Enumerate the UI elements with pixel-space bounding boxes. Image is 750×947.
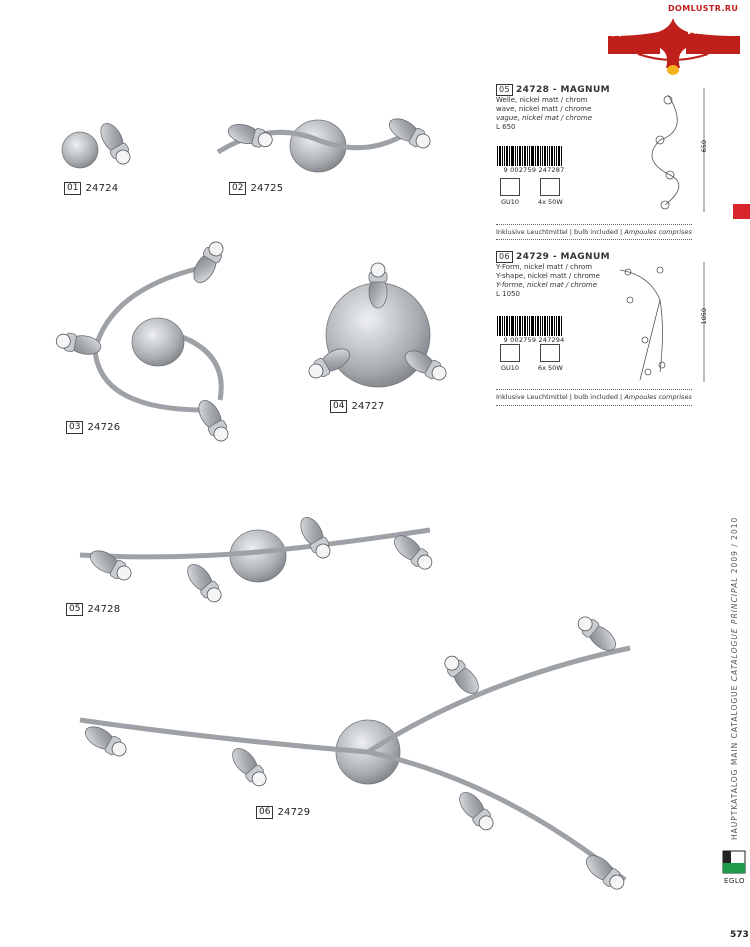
brand-label: EGLO <box>724 877 746 885</box>
lamp-power-icon <box>540 178 560 196</box>
spec-title <box>496 84 616 96</box>
included-note-05 <box>496 228 692 236</box>
catalog-label: HAUPTKATALOG MAIN CATALOGUE <box>730 681 739 840</box>
lamp-power-icon <box>540 344 560 362</box>
divider <box>496 224 692 225</box>
catalog-label-fr: CATALOGUE PRINCIPAL <box>730 576 739 682</box>
spec-line-en: Y-shape, nickel matt / chrome <box>496 272 600 280</box>
bulb-icons-05 <box>500 178 563 206</box>
barcode-digits: 9 002759 247294 <box>503 336 565 344</box>
bulb-type-icon <box>500 178 520 206</box>
included-text-fr: Ampoules comprises <box>624 228 692 236</box>
gu10-bulb-icon <box>500 178 520 196</box>
product-number: 06 <box>256 806 273 819</box>
product-number: 02 <box>229 182 246 195</box>
spec-line-fr: Y-forme, nickel mat / chrome <box>496 281 598 289</box>
product-tag-02 <box>229 182 283 195</box>
barcode-digits: 9 002759 247287 <box>503 166 565 174</box>
product-code: 24729 <box>277 807 311 818</box>
spec-block-06 <box>496 251 616 299</box>
spec-number: 06 <box>496 251 513 263</box>
logo-word-right: ЛЮСТР <box>688 22 737 37</box>
dimension-label-05: 650 <box>700 140 708 153</box>
included-text-fr: Ampoules comprises <box>624 393 692 401</box>
product-02-image <box>218 114 434 172</box>
product-04-image <box>305 263 449 387</box>
product-code: 24724 <box>85 183 119 194</box>
eglo-logo-icon <box>722 850 746 880</box>
divider <box>496 239 692 240</box>
bulb-type-label: GU10 <box>500 364 520 372</box>
spec-length: L 650 <box>496 123 516 131</box>
spec-line-de: Welle, nickel matt / chrom <box>496 96 588 104</box>
bulb-type-icon <box>500 344 520 372</box>
product-tag-01 <box>64 182 118 195</box>
bulb-type-label: GU10 <box>500 198 520 206</box>
spec-title-text: 24729 - MAGNUM <box>515 251 611 262</box>
bulb-power-icon <box>538 178 563 206</box>
page-number: 573 <box>730 930 749 940</box>
spec-number: 05 <box>496 84 513 96</box>
spec-block-05 <box>496 84 616 132</box>
barcode-05 <box>497 146 571 174</box>
spec-line-fr: vague, nickel mat / chrome <box>496 114 593 122</box>
logo-url: DOMLUSTR.RU <box>668 4 739 13</box>
product-number: 03 <box>66 421 83 434</box>
bulb-icons-06 <box>500 344 563 372</box>
logo-word-left: ДОМ <box>612 22 643 37</box>
product-tag-04 <box>330 400 384 413</box>
product-code: 24726 <box>87 422 121 433</box>
dimension-label-06: 1050 <box>700 308 708 325</box>
product-code: 24725 <box>250 183 284 194</box>
section-tab <box>733 204 750 219</box>
spec-length: L 1050 <box>496 290 520 298</box>
spec-title <box>496 251 616 263</box>
gu10-bulb-icon <box>500 344 520 362</box>
bulb-power-label: 6x 50W <box>538 364 563 372</box>
included-text: Inklusive Leuchtmittel | bulb included | <box>496 393 625 401</box>
tech-drawing-06 <box>620 262 704 382</box>
product-06-image <box>80 612 630 893</box>
divider <box>496 389 692 390</box>
spec-title-text: 24728 - MAGNUM <box>515 84 611 95</box>
product-tag-03 <box>66 421 120 434</box>
product-number: 01 <box>64 182 81 195</box>
included-note-06 <box>496 393 692 401</box>
divider <box>496 405 692 406</box>
catalog-years: 2009 / 2010 <box>730 516 739 577</box>
spec-line-de: Y-Form, nickel matt / chrom <box>496 263 593 271</box>
product-code: 24727 <box>351 401 385 412</box>
included-text: Inklusive Leuchtmittel | bulb included | <box>496 228 625 236</box>
product-01-image <box>62 120 134 168</box>
barcode-06 <box>497 316 571 344</box>
product-tag-05 <box>66 603 120 616</box>
product-number: 04 <box>330 400 347 413</box>
spec-line-en: wave, nickel matt / chrome <box>496 105 592 113</box>
product-tag-06 <box>256 806 310 819</box>
tech-drawing-05 <box>652 88 704 212</box>
product-code: 24728 <box>87 604 121 615</box>
product-03-image <box>55 238 232 444</box>
bulb-power-label: 4x 50W <box>538 198 563 206</box>
catalog-sidebar-text <box>730 516 739 840</box>
product-number: 05 <box>66 603 83 616</box>
product-05-image <box>80 514 436 606</box>
bulb-power-icon <box>538 344 563 372</box>
